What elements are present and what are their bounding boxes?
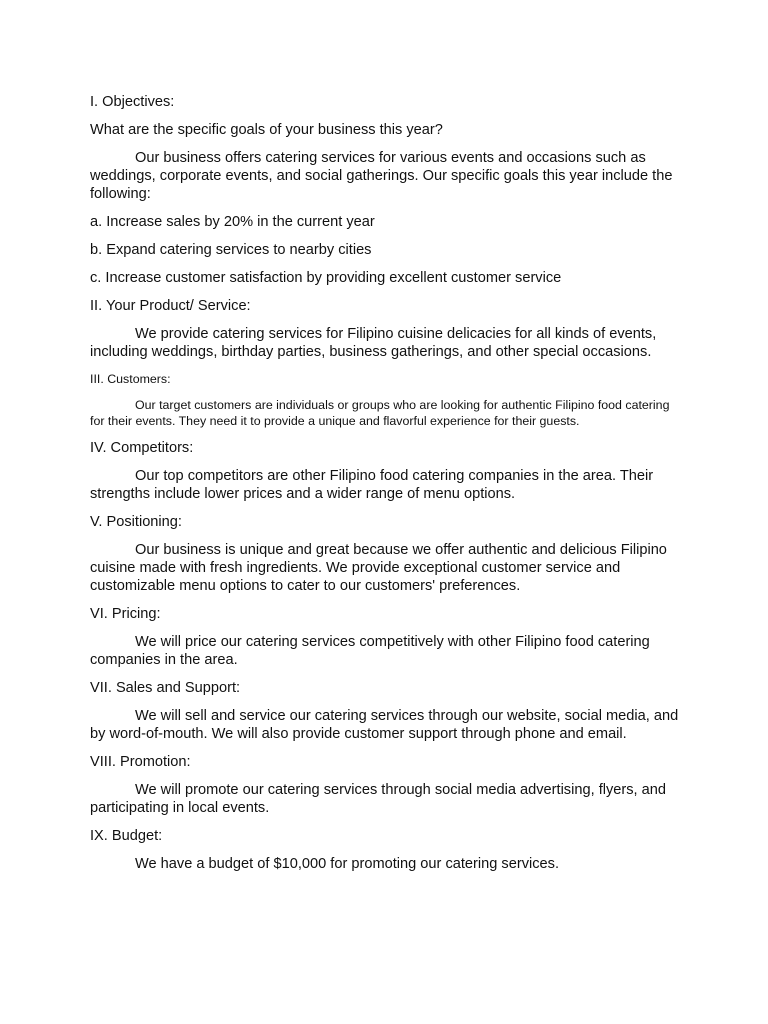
budget-paragraph: We have a budget of $10,000 for promoting our catering services. xyxy=(135,856,560,872)
customers-paragraph: Our target customers are individuals or groups who are looking for authentic Filipino food catering for their events. They need it to provide a unique and flavorful experience for their guests. xyxy=(90,398,670,428)
competitors-paragraph: Our top competitors are other Filipino food catering companies in the area. Their strengths include lower prices and a wider range of menu options. xyxy=(90,468,654,502)
positioning-paragraph: Our business is unique and great because we offer authentic and delicious Filipino cuisine made with fresh ingredients. We provide exceptional customer service and customizable menu options to cater to our customers' preferences. xyxy=(90,542,667,594)
section-heading-objectives: I. Objectives: xyxy=(90,94,175,110)
promotion-paragraph: We will promote our catering services through social media advertising, flyers, and participating in local events. xyxy=(90,782,667,816)
section-heading-sales-support: VII. Sales and Support: xyxy=(90,680,241,696)
goal-item: b. Expand catering services to nearby cities xyxy=(90,242,372,258)
objectives-paragraph: Our business offers catering services for various events and occasions such as weddings, corporate events, and social gatherings. Our specific goals this year include the following: xyxy=(90,150,673,202)
section-heading-customers: III. Customers: xyxy=(90,372,171,386)
pricing-paragraph: We will price our catering services competitively with other Filipino food catering companies in the area. xyxy=(90,634,650,668)
section-heading-budget: IX. Budget: xyxy=(90,828,163,844)
document-page xyxy=(90,93,682,873)
goal-item: a. Increase sales by 20% in the current year xyxy=(90,214,375,230)
section-heading-competitors: IV. Competitors: xyxy=(90,440,194,456)
sales-support-paragraph: We will sell and service our catering services through our website, social media, and by word-of-mouth. We will also provide customer support through phone and email. xyxy=(90,708,679,742)
goal-item: c. Increase customer satisfaction by providing excellent customer service xyxy=(90,270,562,286)
product-paragraph: We provide catering services for Filipino cuisine delicacies for all kinds of events, including weddings, birthday parties, business gatherings, and other special occasions. xyxy=(90,326,657,360)
section-heading-product: II. Your Product/ Service: xyxy=(90,298,251,314)
section-heading-promotion: VIII. Promotion: xyxy=(90,754,191,770)
section-heading-pricing: VI. Pricing: xyxy=(90,606,161,622)
section-heading-positioning: V. Positioning: xyxy=(90,514,182,530)
objectives-question: What are the specific goals of your business this year? xyxy=(90,122,443,138)
